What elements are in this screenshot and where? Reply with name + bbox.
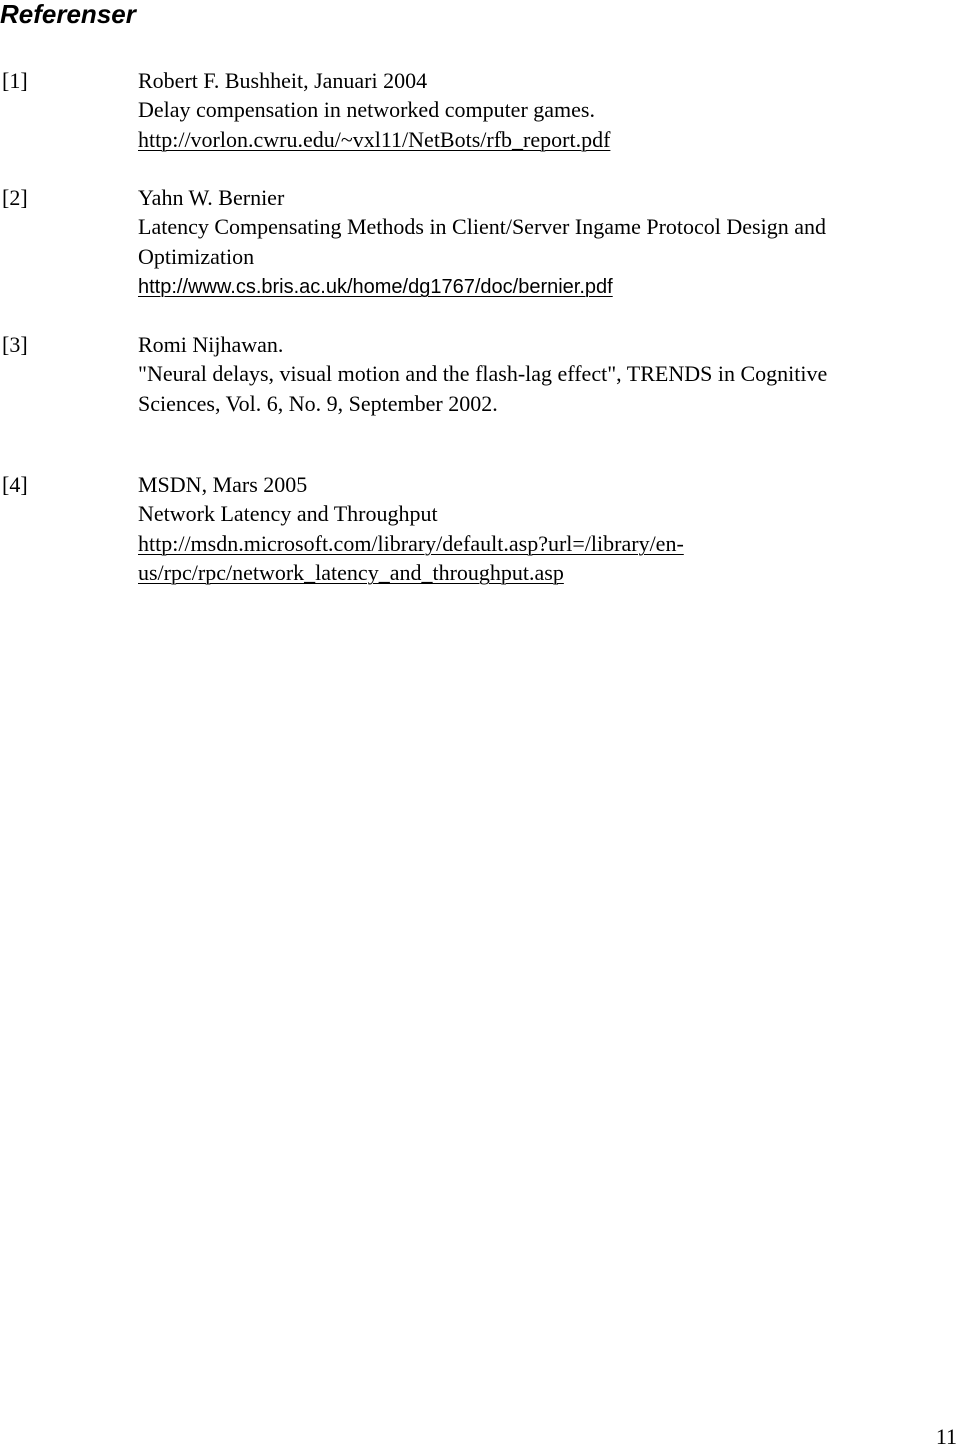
reference-number: [3] xyxy=(2,332,28,357)
reference-author: Yahn W. Bernier xyxy=(138,185,285,210)
reference-title-continued: Optimization xyxy=(138,243,255,269)
reference-body xyxy=(138,183,948,303)
reference-body xyxy=(138,330,948,418)
reference-body xyxy=(138,66,948,154)
reference-title: "Neural delays, visual motion and the flash-lag effect", TRENDS in Cognitive xyxy=(138,361,828,387)
reference-title: Network Latency and Throughput xyxy=(138,501,438,527)
reference-author: MSDN, Mars 2005 xyxy=(138,472,308,497)
reference-number: [1] xyxy=(2,68,28,93)
reference-number: [2] xyxy=(2,185,28,210)
reference-title: Delay compensation in networked computer games. xyxy=(138,97,595,123)
page-number: 11 xyxy=(935,1424,957,1449)
reference-url-link[interactable]: http://www.cs.bris.ac.uk/home/dg1767/doc/bernier.pdf xyxy=(138,276,613,299)
reference-body xyxy=(138,470,948,588)
reference-author: Romi Nijhawan. xyxy=(138,332,284,357)
reference-source: Sciences, Vol. 6, No. 9, September 2002. xyxy=(138,390,498,416)
page-heading: Referenser xyxy=(0,0,136,29)
reference-url-link[interactable]: http://vorlon.cwru.edu/~vxl11/NetBots/rfb_report.pdf xyxy=(138,126,611,152)
reference-url-link[interactable]: http://msdn.microsoft.com/library/default.asp?url=/library/en- xyxy=(138,530,684,556)
reference-title: Latency Compensating Methods in Client/Server Ingame Protocol Design and xyxy=(138,214,826,240)
reference-number: [4] xyxy=(2,472,28,497)
reference-url-link-continued[interactable]: us/rpc/rpc/network_latency_and_throughput.asp xyxy=(138,560,564,586)
reference-author: Robert F. Bushheit, Januari 2004 xyxy=(138,68,428,93)
